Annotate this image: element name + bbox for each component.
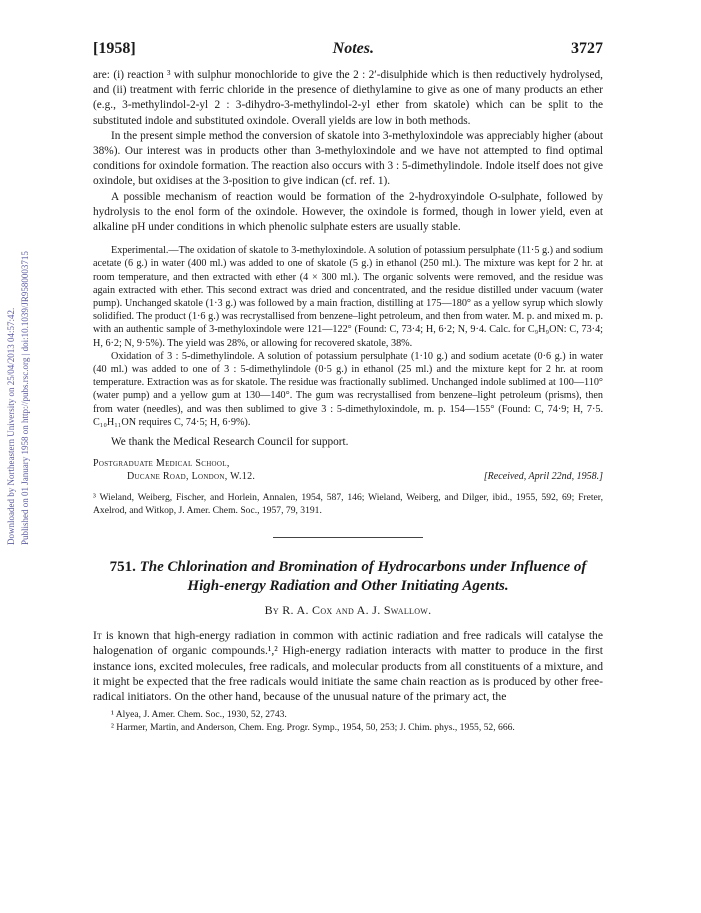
lead-word: It [93, 629, 102, 643]
footnote-1: ¹ Alyea, J. Amer. Chem. Soc., 1930, 52, 2743. [111, 709, 287, 721]
experimental-dimethylindole: Oxidation of 3 : 5-dimethylindole. A solution of potassium persulphate (1·10 g.) and sodium acetate (0·6 g.) in water (40 ml.) was added to one of 3 : 5-dimethylindole (0·5 g.) in ethanol (25 ml.) and the mixture kept for 2 hr. at room temperature. Extraction was as for skatole. The residue was fractionally sublimed. Unchanged indole sublimed at 100—110° (water pump) and a yellow gum at 130—140°. The gum was recrystallised from benzene–light petroleum (prisms), then from water (needles), and was then sublimed to give 3 : 5-dimethyloxindole, m. p. 154—155° (Found: C, 74·9; H, 7·5. C₁₀H₁₁ON requires C, 74·5; H, 6·9%). [93, 350, 603, 428]
intro-text: is known that high-energy radiation in common with actinic radiation and free radicals will catalyse the halogenation of organic compounds.¹,² High-energy radiation interacts with matter to produce in the first instance ions, excited molecules, free radicals, and molecular products from all constituents of a mixture, and it might be expected that the free radicals would initiate the same chain reaction as is produced by other free-radical initiators. On the other hand, because of the unusual nature of the primary act, the [93, 629, 603, 703]
address-line-1: Postgraduate Medical School, [93, 458, 230, 470]
article-body [93, 628, 603, 704]
author-address [93, 458, 603, 483]
header-section: Notes. [332, 40, 374, 57]
paragraph-2: In the present simple method the conversion of skatole into 3-methyloxindole was appreciably higher (about 38%). Our interest was in products other than 3-methyloxindole and we have not attempted to find optimal conditions for oxindole formation. The reaction also occurs with 3 : 5-dimethylindole. Indole itself does not give oxindole, but oxidises at the 3-position to give indican (cf. ref. 1). [93, 129, 603, 188]
footnote-3: ³ Wieland, Weiberg, Fischer, and Horlein, Annalen, 1954, 587, 146; Wieland, Weiberg, and Dilger, ibid., 1955, 592, 69; Freter, Axelrod, and Witkop, J. Amer. Chem. Soc., 1957, 79, 3191. [93, 492, 603, 516]
publication-notice: Published on 01 January 1958 on http://pubs.rsc.org | doi:10.1039/JR9580003715 [20, 251, 30, 545]
article-title: The Chlorination and Bromination of Hydrocarbons under Influence of High-energy Radiation and Other Initiating Agents. [139, 559, 587, 595]
header-year: [1958] [93, 40, 136, 57]
header-page-number: 3727 [570, 40, 603, 57]
paragraph-1: are: (i) reaction ³ with sulphur monochloride to give the 2 : 2′-disulphide which is then reductively hydrolysed, and (ii) treatment with ferric chloride in the presence of diethylamine to give as one of many products an ether (e.g., 3-methylindol-2-yl 2 : 3-dihydro-3-methylindol-2-yl ether from skatole) which can be split to the substituted indole and substituted oxindole. Overall yields are low in both methods. [93, 69, 603, 127]
article-title-block [93, 558, 603, 596]
article-intro-paragraph [93, 628, 603, 704]
received-date: [Received, April 22nd, 1958.] [483, 470, 603, 482]
running-header [93, 40, 603, 58]
journal-page [93, 40, 603, 734]
experimental-skatole: Experimental.—The oxidation of skatole to 3-methyloxindole. A solution of potassium persulphate (11·5 g.) and sodium acetate (6 g.) in water (400 ml.) was added to one of skatole (5 g.) in ethanol (250 ml.). The mixture was kept for 2 hr. at room temperature, and then extracted with ether (4 × 300 ml.). The organic solvents were removed, and the residue was again extracted with ether. This second extract was dried and concentrated, and the residue distilled under vacuum (water pump). Unchanged skatole (1·3 g.) was followed by a main fraction, distilling at 175—180° as a yellow syrup which slowly solidified. The product (1·6 g.) was recrystallised from benzene–light petroleum, and then from water. M. p. and mixed m. p. with an authentic sample of 3-methyloxindole were 121—122° (Found: C, 73·4; H, 6·2; N, 9·4. Calc. for C₉H₉ON: C, 73·4; H, 6·2; N, 9·5%). The yield was 28%, or allowing for recovered skatole, 38%. [93, 245, 603, 349]
article-authors: By R. A. Cox and A. J. Swallow. [264, 603, 432, 618]
address-line-2: Ducane Road, London, W.12. [127, 470, 256, 482]
section-divider [273, 537, 423, 538]
download-notice: Downloaded by Northeastern University on 25/04/2013 04:57:42. [6, 307, 16, 545]
acknowledgement: We thank the Medical Research Council for support. [111, 436, 349, 449]
article-number: 751. [109, 559, 136, 576]
paragraph-3: A possible mechanism of reaction would be formation of the 2-hydroxyindole O-sulphate, followed by hydrolysis to the enol form of the oxindole. However, the oxindole is formed, though in lower yield, even at alkaline pH under conditions in which phenolic sulphate esters are usually stable. [93, 190, 603, 234]
footnote-2: ² Harmer, Martin, and Anderson, Chem. Eng. Progr. Symp., 1954, 50, 253; J. Chim. phys., 1955, 52, 666. [111, 721, 515, 733]
download-watermark [0, 195, 40, 555]
footnotes [93, 709, 603, 734]
experimental-section [93, 244, 603, 429]
